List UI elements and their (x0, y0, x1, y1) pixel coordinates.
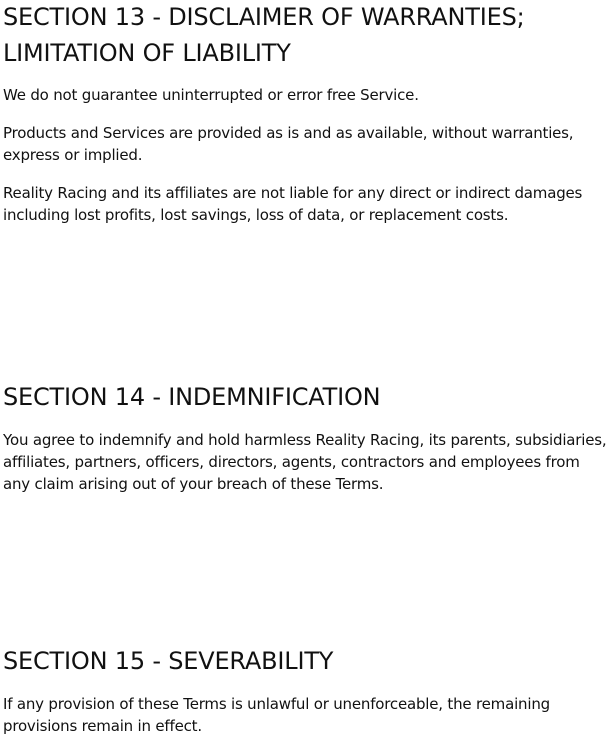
terms-content (3, 0, 609, 737)
section-13-paragraph-3: Reality Racing and its affiliates are not liable for any direct or indirect damages including lost profits, lost savings, loss of data, or replacement costs. (3, 184, 583, 224)
section-13-title: SECTION 13 - DISCLAIMER OF WARRANTIES; LIMITATION OF LIABILITY (3, 3, 525, 67)
section-14 (3, 379, 609, 495)
section-13-paragraph-1: We do not guarantee uninterrupted or error free Service. (3, 86, 419, 104)
section-14-title: SECTION 14 - INDEMNIFICATION (3, 383, 381, 411)
section-15-paragraph-1: If any provision of these Terms is unlawful or unenforceable, the remaining provisions remain in effect. (3, 695, 550, 735)
section-13-paragraph-2: Products and Services are provided as is and as available, without warranties, express or implied. (3, 124, 574, 164)
section-15-title: SECTION 15 - SEVERABILITY (3, 647, 334, 675)
section-13 (3, 0, 609, 226)
section-14-paragraph-1: You agree to indemnify and hold harmless Reality Racing, its parents, subsidiaries, affiliates, partners, officers, directors, agents, contractors and employees from any claim arising out of your breach of these Terms. (3, 431, 607, 493)
section-15 (3, 643, 609, 737)
